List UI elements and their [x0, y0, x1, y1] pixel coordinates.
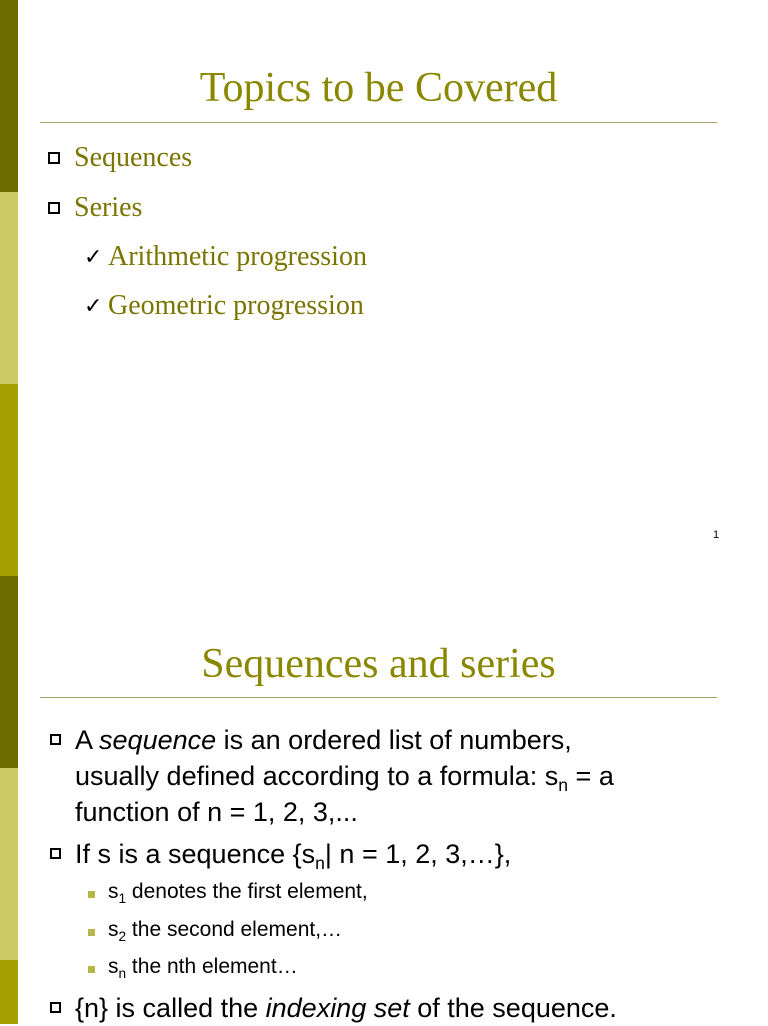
text-run: denotes the first element, — [126, 880, 368, 903]
text-run: {n} is called the — [75, 993, 266, 1023]
square-bullet-icon — [50, 1002, 61, 1013]
text-run: s — [108, 955, 119, 978]
text-run: the nth element… — [126, 955, 298, 978]
subscript: n — [118, 965, 127, 981]
text-run: is an ordered list of numbers, — [216, 725, 572, 755]
subscript: 2 — [118, 928, 127, 944]
sub-bullet-first-element — [108, 880, 368, 904]
text-run: the second element,… — [126, 918, 343, 941]
slide-sequences-and-series — [0, 576, 768, 1024]
emphasis-sequence: sequence — [99, 725, 217, 755]
text-run: If s is a sequence {s — [75, 839, 316, 869]
square-bullet-icon — [48, 152, 60, 164]
square-bullet-icon — [50, 734, 61, 745]
text-run: s — [108, 918, 119, 941]
subscript: n — [558, 775, 569, 796]
text-run: s — [108, 880, 119, 903]
text-run: usually defined according to a formula: s — [75, 761, 559, 791]
bullet-sequence-line2 — [75, 758, 614, 794]
bullet-indexing-set — [75, 990, 617, 1026]
square-bullet-icon — [48, 202, 60, 214]
bullet-sequences: Sequences — [74, 142, 193, 173]
sub-bullet-nth-element — [108, 955, 298, 979]
text-run: A — [75, 725, 100, 755]
text-run: = a — [568, 761, 614, 791]
sub-bullet-second-element — [108, 918, 342, 942]
title-rule — [40, 122, 717, 123]
text-run: | n = 1, 2, 3,…}, — [324, 839, 512, 869]
checkmark-icon: ✓ — [84, 294, 103, 319]
page-number: 1 — [713, 529, 720, 541]
bullet-if-s-is-sequence — [75, 836, 511, 872]
slide-title: Topics to be Covered — [199, 65, 558, 111]
small-square-bullet-icon — [88, 891, 95, 898]
square-bullet-icon — [50, 848, 61, 859]
text-run: of the sequence. — [409, 993, 617, 1023]
subscript: 1 — [118, 890, 127, 906]
title-rule — [40, 697, 717, 698]
bullet-series: Series — [74, 192, 143, 223]
sub-bullet-arithmetic: Arithmetic progression — [108, 241, 367, 272]
subscript: n — [315, 853, 325, 874]
bullet-sequence-line3: function of n = 1, 2, 3,... — [75, 797, 358, 827]
small-square-bullet-icon — [88, 929, 95, 936]
sub-bullet-geometric: Geometric progression — [108, 290, 364, 321]
bullet-sequence-definition — [75, 722, 572, 758]
checkmark-icon: ✓ — [84, 245, 103, 270]
emphasis-indexing-set: indexing set — [265, 993, 410, 1023]
slide-title: Sequences and series — [201, 641, 556, 687]
small-square-bullet-icon — [88, 966, 95, 973]
